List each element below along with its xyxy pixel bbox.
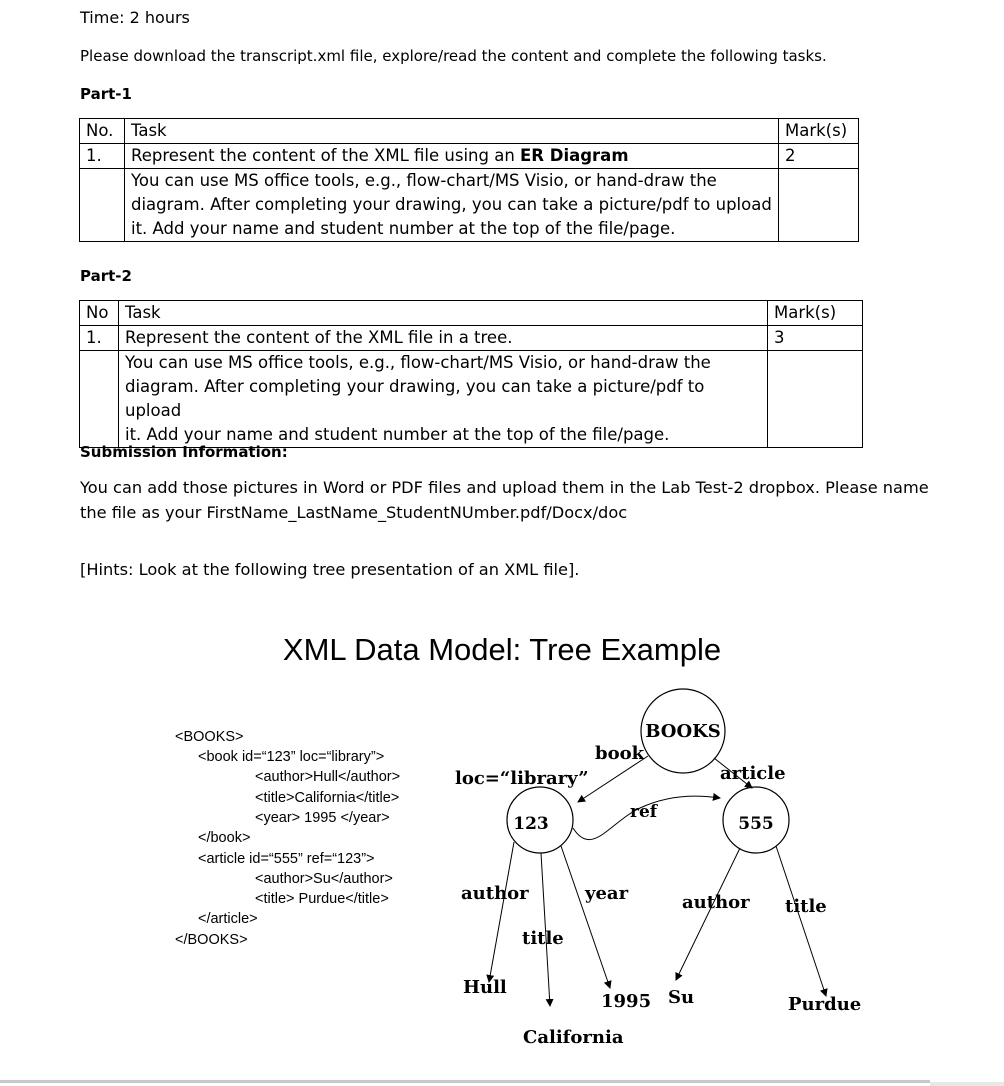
edge-label-title: title [522,928,564,949]
edge-label-title: title [785,896,827,917]
xml-line: <title>California</title> [255,790,400,806]
page-edge [930,1082,1004,1086]
intro-text: Please download the transcript.xml file, explore/read the content and complete the following tasks. [80,47,827,65]
part1-task-text: Represent the content of the XML file using an [131,146,521,165]
submission-heading: Submission Information: [80,443,288,461]
edge-author-su [676,848,740,980]
edge-label-author: author [461,883,529,904]
part1-task-bold: ER Diagram [520,146,629,165]
leaf-purdue: Purdue [788,994,862,1015]
part1-header-marks: Mark(s) [779,119,859,144]
node-555-label: 555 [738,814,774,834]
part2-header-task: Task [119,301,768,326]
xml-line: <author>Hull</author> [255,769,401,785]
xml-line: <year> 1995 </year> [255,810,390,826]
xml-line: <BOOKS> [175,729,244,745]
edge-label-ref: ref [630,802,658,822]
part2-row-no: 1. [80,326,119,351]
part2-row-task: Represent the content of the XML file in a tree. [119,326,768,351]
node-123-label: 123 [513,814,549,834]
xml-line: <title> Purdue</title> [255,891,389,907]
part1-row-marks: 2 [779,144,859,169]
edge-year-1995 [561,846,610,988]
xml-line: </book> [198,830,251,846]
diagram-title: XML Data Model: Tree Example [282,632,722,667]
part2-heading: Part-2 [80,267,132,285]
page-bottom-divider [0,1080,930,1083]
xml-line: </article> [198,911,258,927]
submission-line-2: the file as your FirstName_LastName_StudentNUmber.pdf/Docx/doc [80,503,628,522]
edge-label-author: author [682,892,750,913]
leaf-su: Su [668,987,695,1008]
leaf-hull: Hull [463,977,507,998]
part2-detail-line: You can use MS office tools, e.g., flow-chart/MS Visio, or hand-draw the [125,353,711,372]
part2-detail-line: diagram. After completing your drawing, you can take a picture/pdf to upload [125,377,705,420]
part1-detail-line: diagram. After completing your drawing, you can take a picture/pdf to upload [131,195,772,214]
part2-row-marks: 3 [768,326,863,351]
xml-line: <article id=“555” ref=“123”> [198,851,375,867]
edge-author-hull [489,842,514,982]
part1-heading: Part-1 [80,85,132,103]
part2-detail-line: it. Add your name and student number at the top of the file/page. [125,425,670,444]
part1-detail-line: You can use MS office tools, e.g., flow-chart/MS Visio, or hand-draw the [131,171,717,190]
edge-title-purdue [776,846,826,996]
part1-header-no: No. [80,119,125,144]
part1-row-no: 1. [80,144,125,169]
node-books-label: BOOKS [645,721,721,742]
part2-header-marks: Mark(s) [768,301,863,326]
part1-header-task: Task [125,119,779,144]
edge-label-article: article [720,763,786,784]
xml-line: <author>Su</author> [255,871,393,887]
edge-label-year: year [585,883,629,904]
part1-detail-line: it. Add your name and student number at the top of the file/page. [131,219,676,238]
edge-label-loc: loc=“library” [455,768,589,789]
xml-line: </BOOKS> [175,932,248,948]
xml-line: <book id=“123” loc=“library”> [198,749,385,765]
leaf-1995: 1995 [601,991,652,1012]
hint-text: [Hints: Look at the following tree presentation of an XML file]. [80,560,580,579]
submission-line-1: You can add those pictures in Word or PDF files and upload them in the Lab Test-2 dropbox. Please name [80,478,929,497]
leaf-california: California [523,1027,624,1048]
time-limit: Time: 2 hours [80,8,190,27]
part2-header-no: No [80,301,119,326]
edge-label-book: book [595,743,645,764]
